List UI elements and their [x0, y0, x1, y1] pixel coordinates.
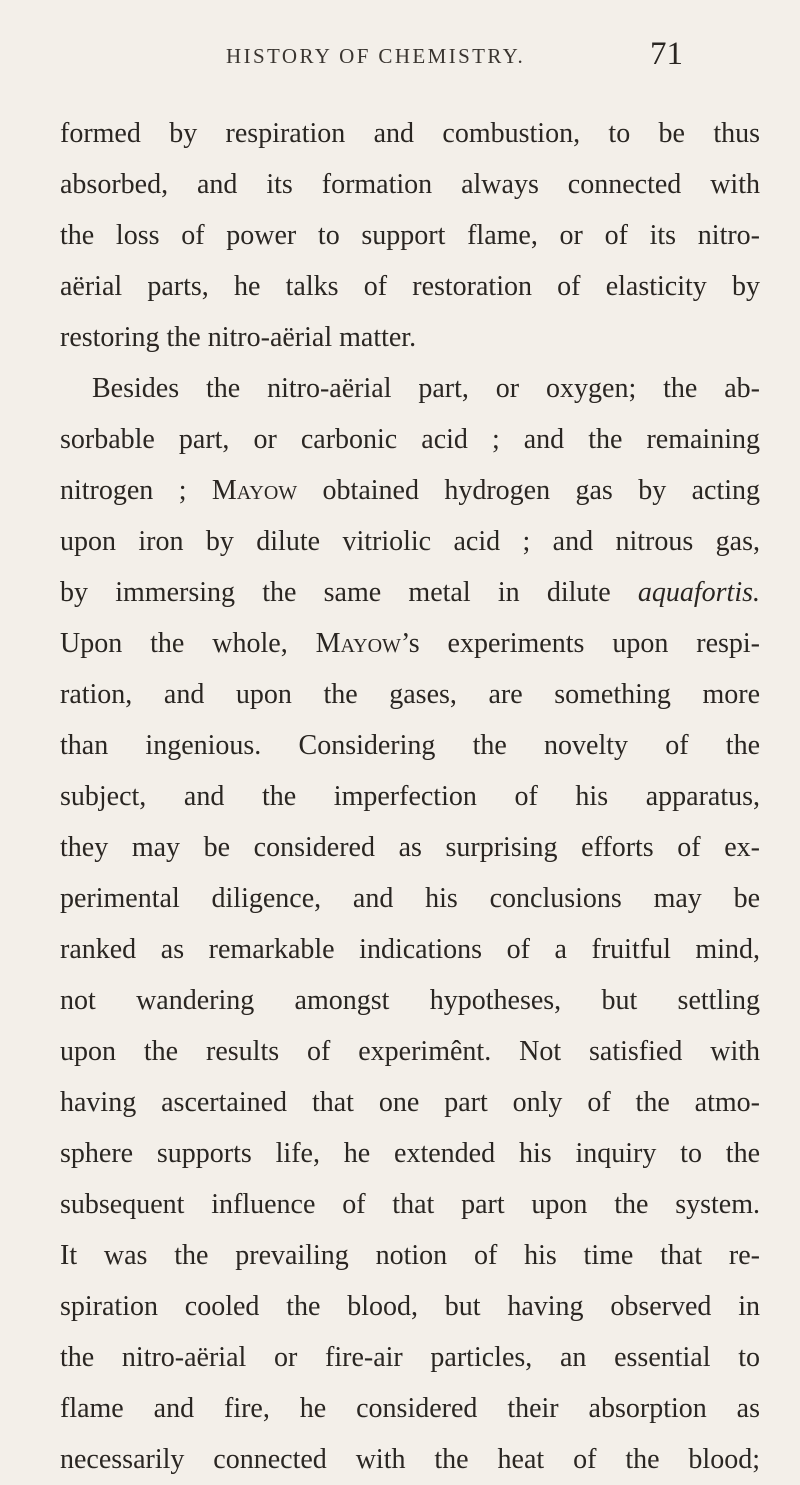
- text-line: absorbed, and its formation always connected with: [60, 169, 760, 200]
- name-mayow: Mayow: [315, 628, 401, 659]
- line-segment: by immersing the same metal in dilute: [60, 577, 638, 608]
- text-line: restoring the nitro-aërial matter.: [60, 322, 417, 353]
- name-mayow: Mayow: [211, 475, 298, 506]
- text-line: the loss of power to support flame, or of its nitro-: [60, 220, 760, 251]
- text-line: than ingenious. Considering the novelty of the: [60, 730, 760, 761]
- text-line: [60, 567, 760, 618]
- text-line: [60, 465, 760, 516]
- text-line: the nitro-aërial or fire-air particles, an essential to: [60, 1342, 760, 1373]
- italic-term: aquafortis.: [637, 577, 760, 608]
- text-line: [60, 618, 760, 669]
- text-line: sorbable part, or carbonic acid ; and the remaining: [60, 424, 760, 455]
- running-head: HISTORY OF CHEMISTRY.: [226, 44, 526, 68]
- text-line: ranked as remarkable indications of a fruitful mind,: [60, 934, 760, 965]
- text-line: they may be considered as surprising efforts of ex-: [60, 832, 760, 863]
- page-number: 71: [650, 36, 683, 72]
- text-line: Besides the nitro-aërial part, or oxygen; the ab-: [92, 373, 760, 404]
- text-line: spiration cooled the blood, but having observed in: [60, 1291, 760, 1322]
- text-line: sphere supports life, he extended his inquiry to the: [60, 1138, 760, 1169]
- line-segment: nitrogen ;: [60, 475, 212, 506]
- text-line: perimental diligence, and his conclusions may be: [60, 883, 760, 914]
- text-line: subsequent influence of that part upon the system.: [60, 1189, 760, 1220]
- text-line: having ascertained that one part only of the atmo-: [60, 1087, 760, 1118]
- text-line: It was the prevailing notion of his time that re-: [60, 1240, 760, 1271]
- text-line: ration, and upon the gases, are something more: [60, 679, 760, 710]
- text-line: formed by respiration and combustion, to be thus: [60, 118, 760, 149]
- body-text: [60, 108, 760, 1485]
- line-segment: Upon the whole,: [60, 628, 316, 659]
- line-segment: ’s experiments upon respi-: [400, 628, 760, 659]
- text-line: aërial parts, he talks of restoration of elasticity by: [60, 271, 760, 302]
- text-line: not wandering amongst hypotheses, but settling: [60, 985, 760, 1016]
- text-line: upon iron by dilute vitriolic acid ; and nitrous gas,: [60, 526, 760, 557]
- text-line: upon the results of experimênt. Not satisfied with: [60, 1036, 760, 1067]
- text-line: flame and fire, he considered their absorption as: [60, 1393, 760, 1424]
- text-line: necessarily connected with the heat of the blood;: [60, 1444, 760, 1475]
- text-line: subject, and the imperfection of his apparatus,: [60, 781, 760, 812]
- line-segment: obtained hydrogen gas by acting: [297, 475, 761, 506]
